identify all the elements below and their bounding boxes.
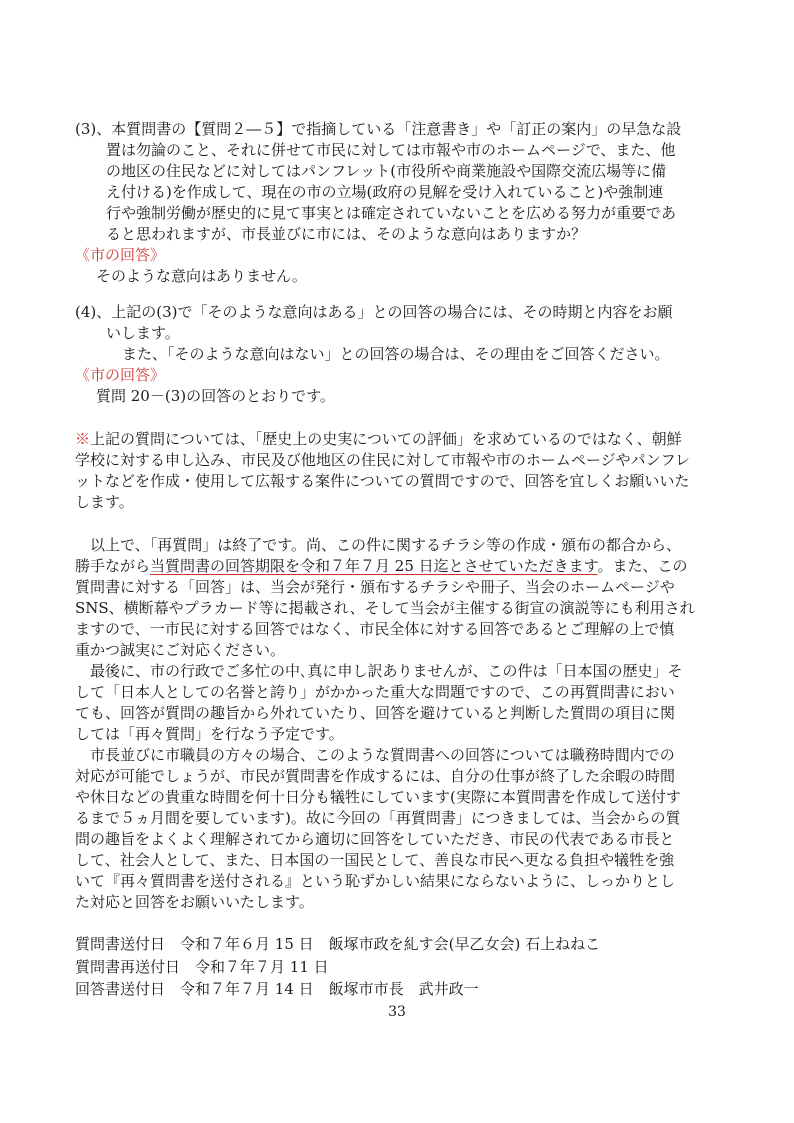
closing-line: 問の趣旨をよくよく理解されてから適切に回答をしていただき、市民の代表である市長と: [75, 830, 675, 848]
answer-label: 《市の回答》: [75, 246, 166, 264]
question-line: (4)、上記の(3)で「そのような意向はある」との回答の場合には、その時期と内容をお願: [75, 303, 673, 321]
footer-dates: [75, 934, 735, 1002]
note-line: ットなどを作成・使用して広報する案件についての質問ですので、回答を宜しくお願いいた: [75, 472, 690, 490]
footer-line: 質問書再送付日 令和７年７月 11 日: [75, 957, 329, 976]
deadline-underlined: 当質問書の回答期限を令和７年７月 25 日迄とさせていただきます: [150, 557, 598, 575]
question-line: の地区の住民などに対してはパンフレット(市役所や商業施設や国際交流広場等に備: [106, 162, 667, 180]
question-3: [75, 119, 735, 287]
question-4: [75, 302, 735, 407]
question-line: 置は勿論のこと、それに併せて市民に対しては市報や市のホームページで、また、他: [106, 141, 676, 159]
closing-line: いて『再々質問書を送付される』という恥ずかしい結果にならないように、しっかりとし: [75, 872, 676, 890]
closing-line: ても、回答が質問の趣旨から外れていたり、回答を避けていると判断した質問の項目に関: [75, 704, 676, 722]
closing-text: 勝手ながら: [75, 557, 151, 575]
closing: [75, 535, 735, 913]
closing-line: 最後に、市の行政でご多忙の中､真に申し訳ありませんが、この件は「日本国の歴史」そ: [90, 662, 683, 680]
note-line: 上記の質問については、「歴史上の史実についての評価」を求めているのではなく、朝鮮: [90, 430, 682, 448]
question-line: (3)、本質問書の【質問２―５】で指摘している「注意書き」や「訂正の案内」の早急な設: [75, 120, 682, 138]
note-line: します。: [75, 493, 134, 511]
closing-line: 重かつ誠実にご対応ください。: [75, 641, 286, 659]
question-line: また、「そのような意向はない」との回答の場合は、その理由をご回答ください。: [122, 345, 670, 363]
closing-line: 質問書に対する「回答」は、当会が発行・頒布するチラシや冊子、当会のホームページや: [75, 578, 675, 596]
note: [75, 429, 735, 513]
closing-line: しては「再々質問」を行なう予定です。: [75, 725, 344, 743]
closing-line: や休日などの貴重な時間を何十日分も犠牲にしています(実際に本質問書を作成して送付す: [75, 788, 681, 806]
closing-line: SNS、横断幕やプラカード等に掲載され、そして当会が主催する街宣の演説等にも利用され: [75, 599, 695, 617]
closing-line: して「日本人としての名誉と誇り」がかかった重大な問題ですので、この再質問書におい: [75, 683, 675, 701]
question-line: ると思われますが、市長並びに市には、そのような意向はありますか？: [106, 225, 587, 243]
closing-line: ますので、一市民に対する回答ではなく、市民全体に対する回答であるとご理解の上で慎: [75, 620, 675, 638]
page-number: 33: [388, 1004, 406, 1020]
note-mark: ※: [75, 430, 91, 448]
closing-line: 以上で、「再質問」は終了です。尚、この件に関するチラシ等の作成・頒布の都合から、: [90, 536, 682, 554]
answer-label: 《市の回答》: [75, 366, 166, 384]
answer-text: そのような意向はありません。: [96, 267, 307, 285]
closing-line: た対応と回答をお願いいたします。: [75, 893, 314, 911]
footer-line: 回答書送付日 令和７年７月 14 日 飯塚市市長 武井政一: [75, 980, 479, 998]
closing-line: して、社会人として、また、日本国の一国民として、善良な市民へ更なる負担や犠牲を強: [75, 851, 675, 869]
question-line: 行や強制労働が歴史的に見て事実とは確定されていないことを広める努力が重要であ: [106, 204, 677, 222]
question-line: え付ける)を作成して、現在の市の立場(政府の見解を受け入れていること)や強制連: [106, 183, 664, 201]
closing-text: 。また、この: [597, 557, 688, 575]
closing-line: 対応が可能でしょうが、市民が質問書を作成するには、自分の仕事が終了した余暇の時間: [75, 767, 676, 785]
footer-line: 質問書送付日 令和７年６月 15 日 飯塚市政を糺す会(早乙女会) 石上ねねこ: [75, 935, 601, 953]
closing-line: るまで５ヵ月間を要しています)。故に今回の「再質問書」につきましては、当会からの質: [75, 809, 681, 827]
question-line: いします。: [106, 324, 180, 342]
answer-text: 質問 20－(3)の回答のとおりです。: [96, 387, 335, 405]
note-line: 学校に対する申し込み、市民及び他地区の住民に対して市報や市のホームページやパンフレ: [75, 451, 691, 469]
closing-line: 市長並びに市職員の方々の場合、このような質問書への回答については職務時間内での: [90, 746, 675, 764]
